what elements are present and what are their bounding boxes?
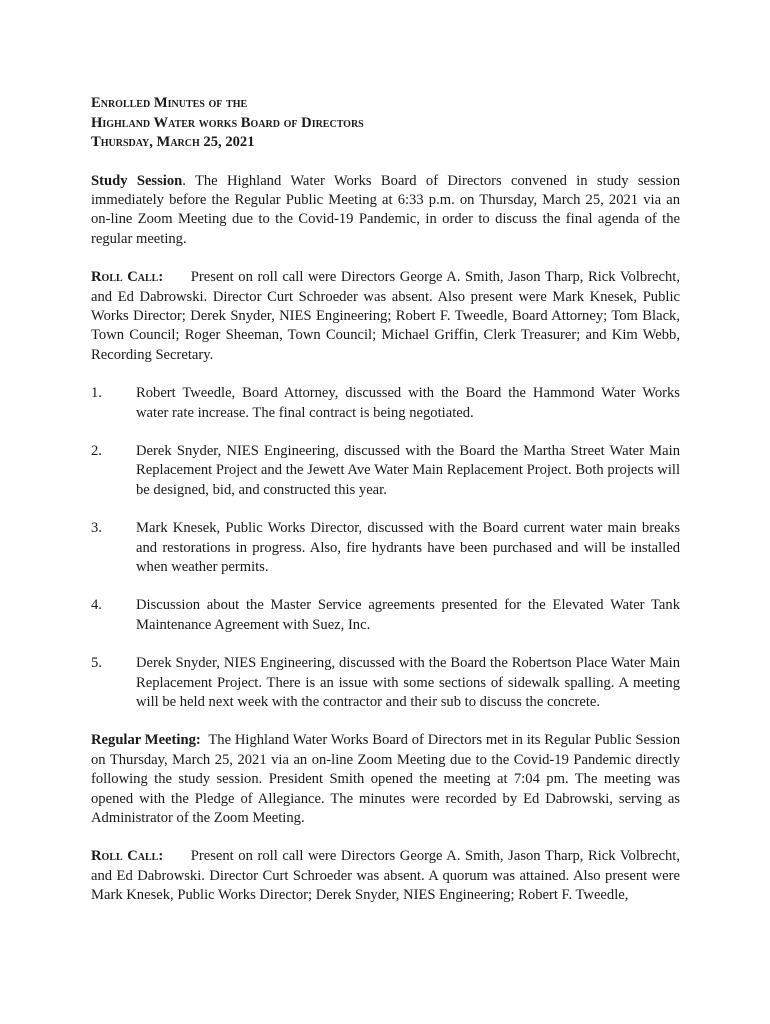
list-item — [91, 654, 680, 712]
study-session-heading: Study Session — [91, 172, 183, 189]
list-item — [91, 384, 680, 423]
item-text: Mark Knesek, Public Works Director, discussed with the Board current water main breaks and restorations in progress. Also, fire hydrants have been purchased and will be installed when weather permits. — [136, 520, 680, 575]
header-line-1: Enrolled Minutes of the — [91, 95, 248, 111]
item-number: 5. — [91, 655, 102, 672]
minutes-body — [91, 94, 680, 906]
roll-call-paragraph-2 — [91, 847, 680, 905]
list-item — [91, 596, 680, 635]
header-line-3: Thursday, March 25, 2021 — [91, 134, 255, 150]
document-header — [91, 94, 680, 153]
roll-call-heading-1: Roll Call: — [91, 269, 164, 286]
list-item — [91, 442, 680, 500]
roll-call-text-2: Present on roll call were Directors George A. Smith, Jason Tharp, Rick Volbrecht, and Ed Dabrowski. Director Curt Schroeder was absent. A quorum was attained. Also present were Mark Knesek, Public Works Director; Derek Snyder, NIES Engineering; Robert F. Tweedle, — [91, 848, 680, 904]
item-text: Robert Tweedle, Board Attorney, discussed with the Board the Hammond Water Works water rate increase. The final contract is being negotiated. — [136, 385, 680, 421]
list-item — [91, 519, 680, 577]
regular-meeting-text: The Highland Water Works Board of Directors met in its Regular Public Session on Thursday, March 25, 2021 via an on-line Zoom Meeting due to the Covid-19 Pandemic directly following the study session. President Smith opened the meeting at 7:04 pm. The meeting was opened with the Pledge of Allegiance. The minutes were recorded by Ed Dabrowski, serving as Administrator of the Zoom Meeting. — [91, 732, 681, 827]
roll-call-paragraph-1 — [91, 268, 680, 365]
study-session-paragraph — [91, 172, 680, 250]
item-text: Derek Snyder, NIES Engineering, discussed with the Board the Robertson Place Water Main Replacement Project. There is an issue with some sections of sidewalk spalling. A meeting will be held next week with the contractor and their sub to discuss the concrete. — [136, 655, 680, 711]
study-session-text: . The Highland Water Works Board of Directors convened in study session immediately before the Regular Public Meeting at 6:33 p.m. on Thursday, March 25, 2021 via an on-line Zoom Meeting due to the Covid-19 Pandemic, in order to discuss the final agenda of the regular meeting. — [91, 172, 680, 247]
item-number: 1. — [91, 385, 102, 402]
roll-call-text-1: Present on roll call were Directors George A. Smith, Jason Tharp, Rick Volbrecht, and Ed Dabrowski. Director Curt Schroeder was absent. Also present were Mark Knesek, Public Works Director; Derek Snyder, NIES Engineering; Robert F. Tweedle, Board Attorney; Tom Black, Town Council; Roger Sheeman, Town Council; Michael Griffin, Clerk Treasurer; and Kim Webb, Recording Secretary. — [91, 269, 680, 363]
roll-call-heading-2: Roll Call: — [91, 848, 164, 865]
item-text: Discussion about the Master Service agreements presented for the Elevated Water Tank Maintenance Agreement with Suez, Inc. — [136, 597, 680, 633]
item-number: 3. — [91, 520, 102, 537]
agenda-list — [91, 384, 680, 712]
regular-meeting-paragraph — [91, 731, 680, 828]
header-line-2: Highland Water works Board of Directors — [91, 114, 364, 131]
item-number: 4. — [91, 597, 102, 614]
item-text: Derek Snyder, NIES Engineering, discussed with the Board the Martha Street Water Main Replacement Project and the Jewett Ave Water Main Replacement Project. Both projects will be designed, bid, and constructed this year. — [136, 442, 680, 498]
item-number: 2. — [91, 442, 102, 459]
regular-meeting-heading: Regular Meeting: — [91, 732, 201, 749]
